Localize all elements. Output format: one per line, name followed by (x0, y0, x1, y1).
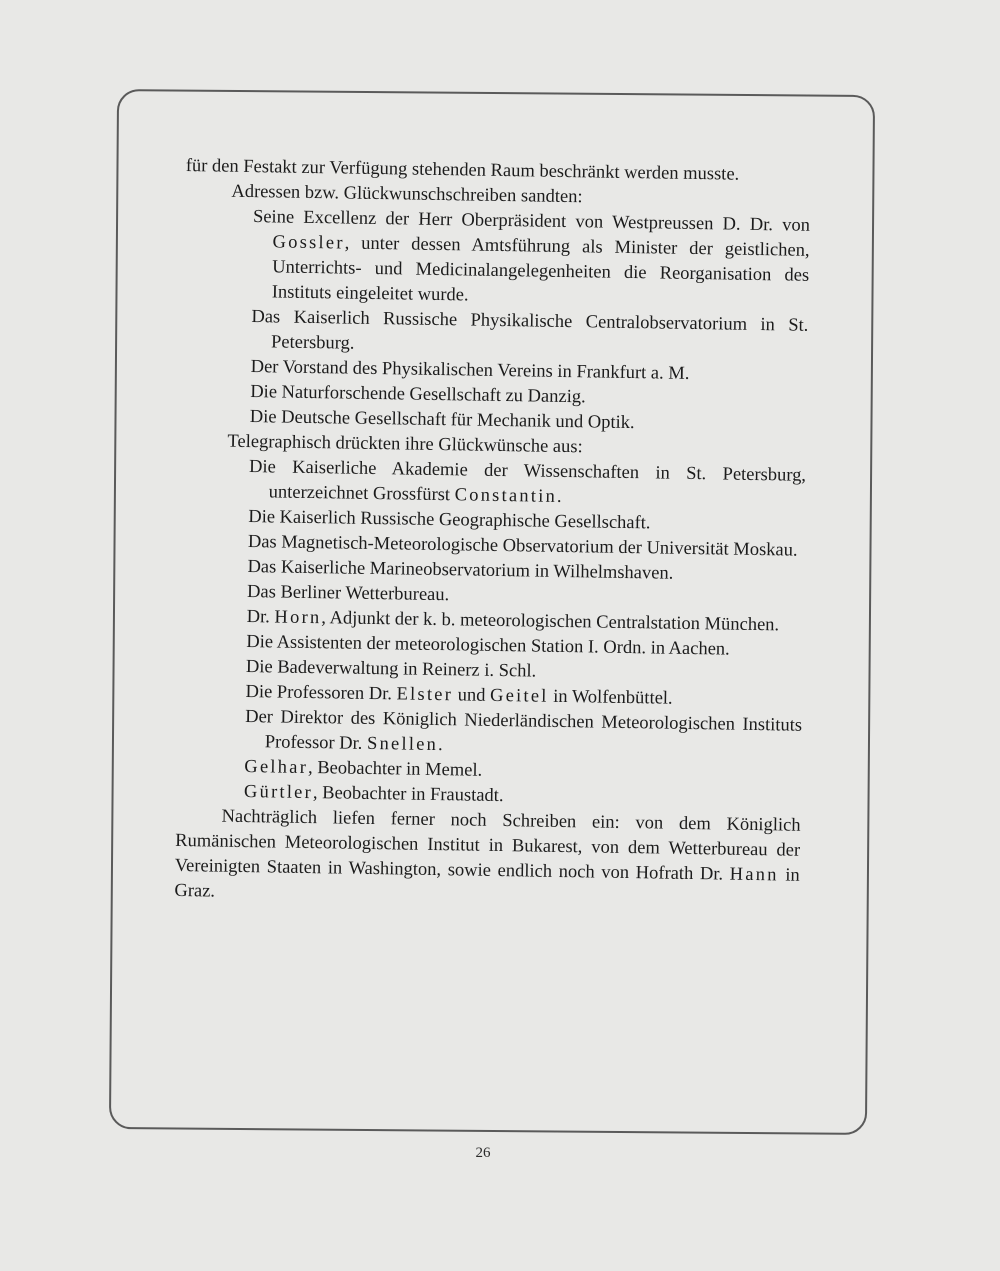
text-span: Die Kaiserliche Akademie der Wissenschaften in St. Petersburg, unterzeichnet Grossfürst (248, 457, 807, 506)
text-span: Die Assistenten der meteorologischen Station I. Ordn. in Aachen. (246, 632, 730, 660)
person-name: Hann (729, 864, 779, 886)
text-span: . (437, 735, 443, 756)
text-span: Die Kaiserlich Russische Geographische Gesellschaft. (248, 507, 651, 534)
paragraph-closing (174, 804, 800, 914)
person-name: Horn (274, 607, 322, 629)
person-name: Elster (396, 684, 454, 706)
text-span: Das Kaiserliche Marineobservatorium in Wilhelmshaven. (247, 557, 674, 584)
text-span: Der Direktor des Königlich Niederländischen Meteorologischen Instituts Professor Dr. (245, 707, 803, 754)
text-span: Telegraphisch drückten ihre Glückwünsche aus: (227, 431, 583, 458)
list-item (184, 204, 810, 314)
text-span: und (452, 685, 491, 706)
text-span: Das Berliner Wetterbureau. (246, 582, 450, 606)
person-name: Gürtler (243, 781, 314, 804)
text-span: Die Deutsche Gesellschaft für Mechanik und Optik. (249, 407, 635, 434)
text-span: Das Magnetisch-Meteorologische Observatorium der Universität Moskau. (247, 532, 798, 561)
text-span: Das Kaiserlich Russische Physikalische Centralobservatorium in St. Petersburg. (251, 307, 809, 354)
text-span: , Beobachter in Fraustadt. (312, 783, 504, 807)
text-span: Dr. (246, 607, 275, 628)
body-text (174, 154, 811, 914)
text-span: , Adjunkt der k. b. meteorologischen Centralstation München. (321, 608, 780, 636)
person-name: Gelhar (244, 756, 309, 778)
text-span: Seine Excellenz der Herr Oberpräsident von Westpreussen D. Dr. von (252, 207, 811, 236)
text-span: . (556, 486, 562, 507)
text-span: Nachträglich liefen ferner noch Schreiben ein: von dem Königlich Rumänischen Meteorologischen Institut in Bukarest, von dem Wetterbureau der Vereinigten Staaten in Washington, sowie endlich noch von Hofrath Dr. (174, 806, 801, 885)
person-name: Geitel (489, 685, 549, 707)
text-span: Die Professoren Dr. (245, 682, 397, 705)
text-span: Die Badeverwaltung in Reinerz i. Schl. (245, 657, 537, 682)
text-span: Adressen bzw. Glückwunschschreiben sandten: (231, 181, 583, 208)
text-span: in Graz. (174, 865, 800, 902)
text-span: in Wolfenbüttel. (548, 686, 673, 709)
person-name: Constantin (454, 485, 558, 507)
text-span: Die Naturforschende Gesellschaft zu Danzig. (250, 382, 586, 408)
text-span: Der Vorstand des Physikalischen Vereins in Frankfurt a. M. (250, 357, 690, 384)
page-number: 26 (475, 1145, 491, 1161)
person-name: Snellen (366, 733, 439, 756)
text-span: , Beobachter in Memel. (307, 757, 483, 781)
text-span: für den Festakt zur Verfügung stehenden Raum beschränkt werden musste. (185, 155, 740, 185)
person-name: Gossler (272, 232, 345, 254)
text-span: , unter dessen Amtsführung als Minister der geistlichen, Unterrichts- und Medicinalangelegenheiten die Reorganisation des Instituts eingeleitet wurde. (271, 233, 810, 306)
